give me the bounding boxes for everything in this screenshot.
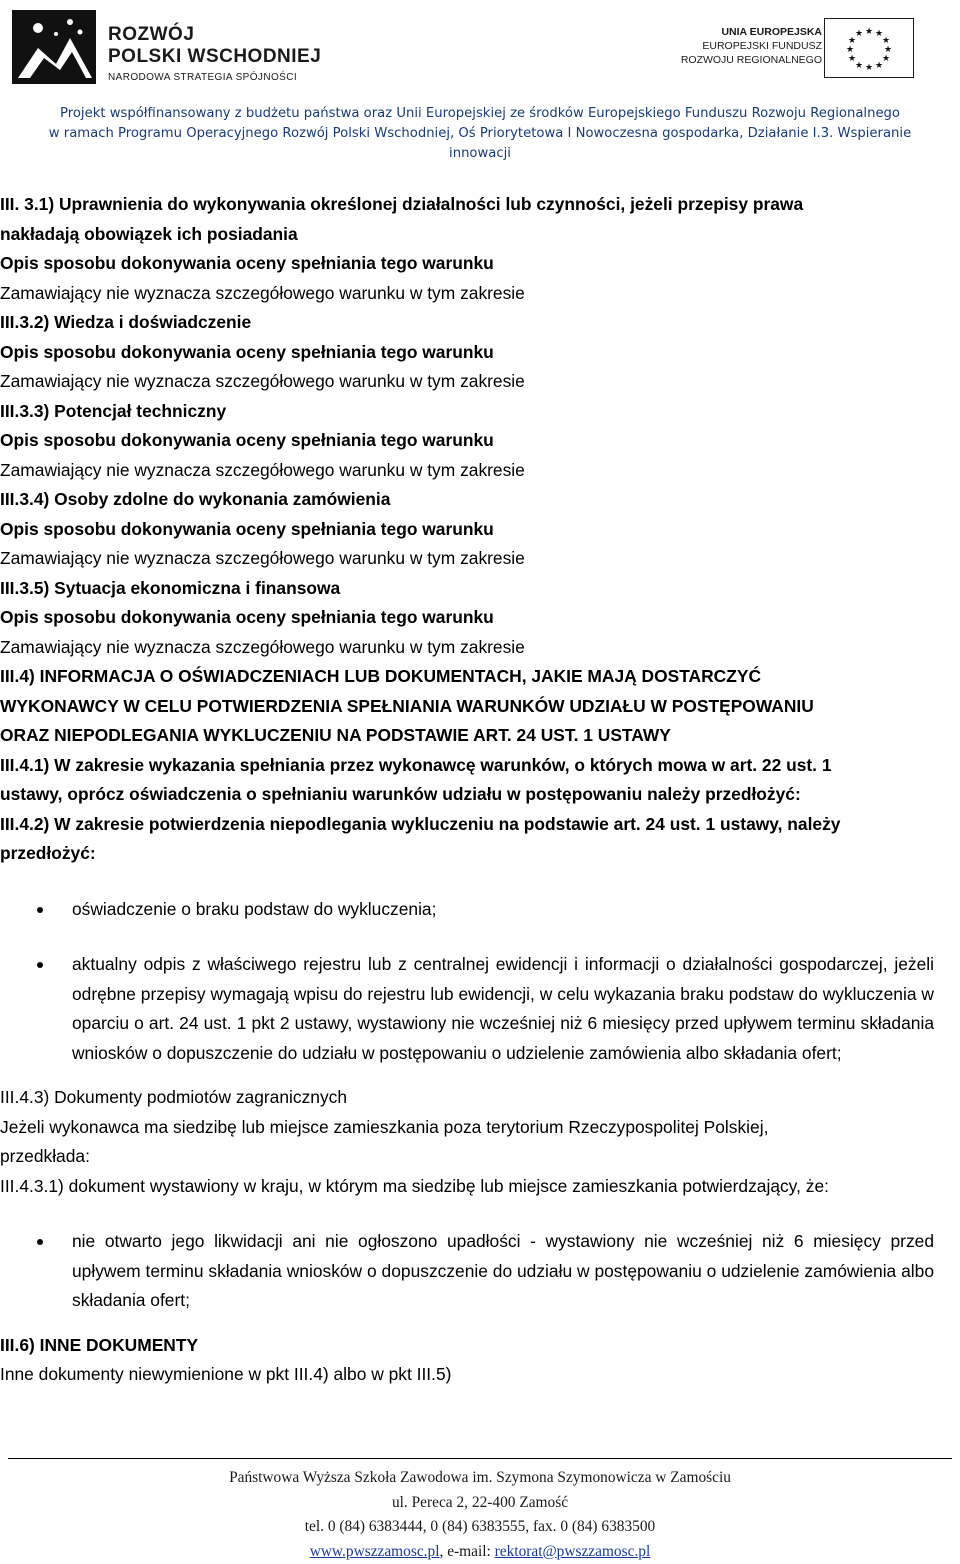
footer-divider	[8, 1458, 952, 1459]
funding-line: innowacji	[449, 146, 511, 161]
assessment-label: Opis sposobu dokonywania oceny spełniania tego warunku	[0, 430, 494, 450]
email-link[interactable]: rektorat@pwszzamosc.pl	[494, 1542, 651, 1560]
paragraph: przedkłada:	[0, 1146, 90, 1166]
svg-text:★: ★	[847, 36, 857, 46]
list-item-text: aktualny odpis z właściwego rejestru lub z centralnej ewidencji i informacji o działalności gospodarczej, jeżeli odrębne przepisy wymagają wpisu do rejestru lub ewidencji, w celu wykazania braku podstaw do wykluczenia w oparciu o art. 24 ust. 1 pkt 2 ustawy, wystawiony nie wcześniej niż 6 miesięcy przed upływem terminu składania wniosków o dopuszczenie do udziału w postępowaniu o udzielenie zamówienia albo składania ofert;	[72, 954, 934, 1063]
logo-text-line3: NARODOWA STRATEGIA SPÓJNOŚCI	[108, 72, 298, 83]
list-item	[0, 895, 960, 925]
subsection-heading: przedłożyć:	[0, 843, 96, 863]
funding-statement	[0, 104, 960, 164]
section-heading: III.6) INNE DOKUMENTY	[0, 1334, 199, 1355]
page-header	[0, 0, 960, 170]
svg-text:★: ★	[883, 45, 893, 55]
subsection-heading: III.4.1) W zakresie wykazania spełniania przez wykonawcę warunków, o których mowa w art. 22 ust. 1	[0, 754, 832, 775]
svg-text:★: ★	[864, 27, 874, 37]
section-heading: III. 3.1) Uprawnienia do wykonywania określonej działalności lub czynności, jeżeli przepisy prawa	[0, 194, 804, 214]
funding-line: Projekt współfinansowany z budżetu państwa oraz Unii Europejskiej ze środków Europejskiego Funduszu Rozwoju Regionalnego	[60, 106, 900, 121]
logo-text-line2: POLSKI WSCHODNIEJ	[108, 46, 322, 67]
footer-contact	[0, 1466, 960, 1564]
eu-text-line3: ROZWOJU REGIONALNEGO	[680, 54, 822, 66]
assessment-text: Zamawiający nie wyznacza szczegółowego warunku w tym zakresie	[0, 459, 525, 480]
section-heading: III.3.5) Sytuacja ekonomiczna i finansowa	[0, 577, 341, 598]
footer-web-line	[0, 1540, 960, 1564]
section-heading: III.3.2) Wiedza i doświadczenie	[0, 312, 252, 332]
eu-logo	[680, 18, 950, 82]
eu-text-line1: UNIA EUROPEJSKA	[721, 26, 822, 38]
assessment-text: Zamawiający nie wyznacza szczegółowego warunku w tym zakresie	[0, 371, 525, 391]
footer-institution: Państwowa Wyższa Szkoła Zawodowa im. Szymona Szymonowicza w Zamościu	[229, 1469, 731, 1486]
list-item-text: nie otwarto jego likwidacji ani nie ogłoszono upadłości - wystawiony nie wcześniej niż 6 miesięcy przed upływem terminu składania wniosków o dopuszczenie do udziału w postępowaniu o udzielenie zamówienia albo składania ofert;	[72, 1231, 934, 1310]
assessment-text: Zamawiający nie wyznacza szczegółowego warunku w tym zakresie	[0, 548, 525, 568]
section-heading: WYKONAWCY W CELU POTWIERDZENIA SPEŁNIANIA WARUNKÓW UDZIAŁU W POSTĘPOWANIU	[0, 695, 814, 716]
bullet-icon	[37, 962, 43, 968]
section-heading: nakładają obowiązek ich posiadania	[0, 223, 298, 244]
list-item-text: oświadczenie o braku podstaw do wykluczenia;	[72, 898, 437, 919]
assessment-label: Opis sposobu dokonywania oceny spełniania tego warunku	[0, 607, 494, 627]
svg-text:★: ★	[864, 63, 874, 73]
assessment-label: Opis sposobu dokonywania oceny spełniania tego warunku	[0, 518, 494, 539]
rozwoj-logo-icon	[8, 8, 100, 86]
list-item	[0, 950, 960, 1068]
logo-text-line1: ROZWÓJ	[108, 24, 195, 45]
section-heading: III.3.4) Osoby zdolne do wykonania zamówienia	[0, 489, 391, 509]
footer-address: ul. Pereca 2, 22-400 Zamość	[391, 1493, 569, 1511]
svg-text:★: ★	[847, 54, 857, 64]
list-item	[0, 1227, 960, 1316]
svg-text:★: ★	[845, 45, 855, 55]
website-link[interactable]: www.pwszzamosc.pl	[309, 1542, 440, 1560]
eu-text-line2: EUROPEJSKI FUNDUSZ	[702, 40, 822, 52]
email-prefix: , e-mail:	[439, 1542, 495, 1560]
assessment-label: Opis sposobu dokonywania oceny spełniania tego warunku	[0, 341, 494, 362]
section-heading: III.4) INFORMACJA O OŚWIADCZENIACH LUB DOKUMENTACH, JAKIE MAJĄ DOSTARCZYĆ	[0, 666, 761, 686]
bullet-icon	[37, 907, 43, 913]
subsection-heading: III.4.2) W zakresie potwierdzenia niepodlegania wykluczeniu na podstawie art. 24 ust. 1 ustawy, należy	[0, 813, 841, 834]
paragraph: III.4.3.1) dokument wystawiony w kraju, w którym ma siedzibę lub miejsce zamieszkania potwierdzający, że:	[0, 1175, 829, 1196]
svg-text:★: ★	[874, 61, 884, 71]
section-heading: ORAZ NIEPODLEGANIA WYKLUCZENIU NA PODSTAWIE ART. 24 UST. 1 USTAWY	[0, 725, 671, 745]
assessment-text: Zamawiający nie wyznacza szczegółowego warunku w tym zakresie	[0, 282, 525, 303]
subsection-heading: III.4.3) Dokumenty podmiotów zagranicznych	[0, 1087, 348, 1107]
paragraph: Inne dokumenty niewymienione w pkt III.4) albo w pkt III.5)	[0, 1364, 452, 1384]
document-body	[0, 190, 960, 1390]
svg-text:★: ★	[881, 36, 891, 46]
subsection-heading: ustawy, oprócz oświadczenia o spełnianiu warunków udziału w postępowaniu należy przedłożyć:	[0, 784, 801, 804]
svg-text:★: ★	[881, 54, 891, 64]
eu-flag-icon	[824, 18, 914, 78]
rozwoj-polski-wschodniej-logo	[8, 8, 368, 86]
funding-line: w ramach Programu Operacyjnego Rozwój Polski Wschodniej, Oś Priorytetowa I Nowoczesna gospodarka, Działanie I.3. Wspieranie	[48, 126, 912, 141]
svg-text:★: ★	[854, 61, 864, 71]
svg-text:★: ★	[854, 29, 864, 39]
bullet-icon	[37, 1239, 43, 1245]
assessment-text: Zamawiający nie wyznacza szczegółowego warunku w tym zakresie	[0, 636, 525, 657]
svg-text:★: ★	[874, 29, 884, 39]
assessment-label: Opis sposobu dokonywania oceny spełniania tego warunku	[0, 253, 494, 273]
section-heading: III.3.3) Potencjał techniczny	[0, 400, 227, 421]
footer-phone: tel. 0 (84) 6383444, 0 (84) 6383555, fax. 0 (84) 6383500	[304, 1518, 656, 1535]
paragraph: Jeżeli wykonawca ma siedzibę lub miejsce zamieszkania poza terytorium Rzeczypospolitej Polskiej,	[0, 1116, 769, 1137]
